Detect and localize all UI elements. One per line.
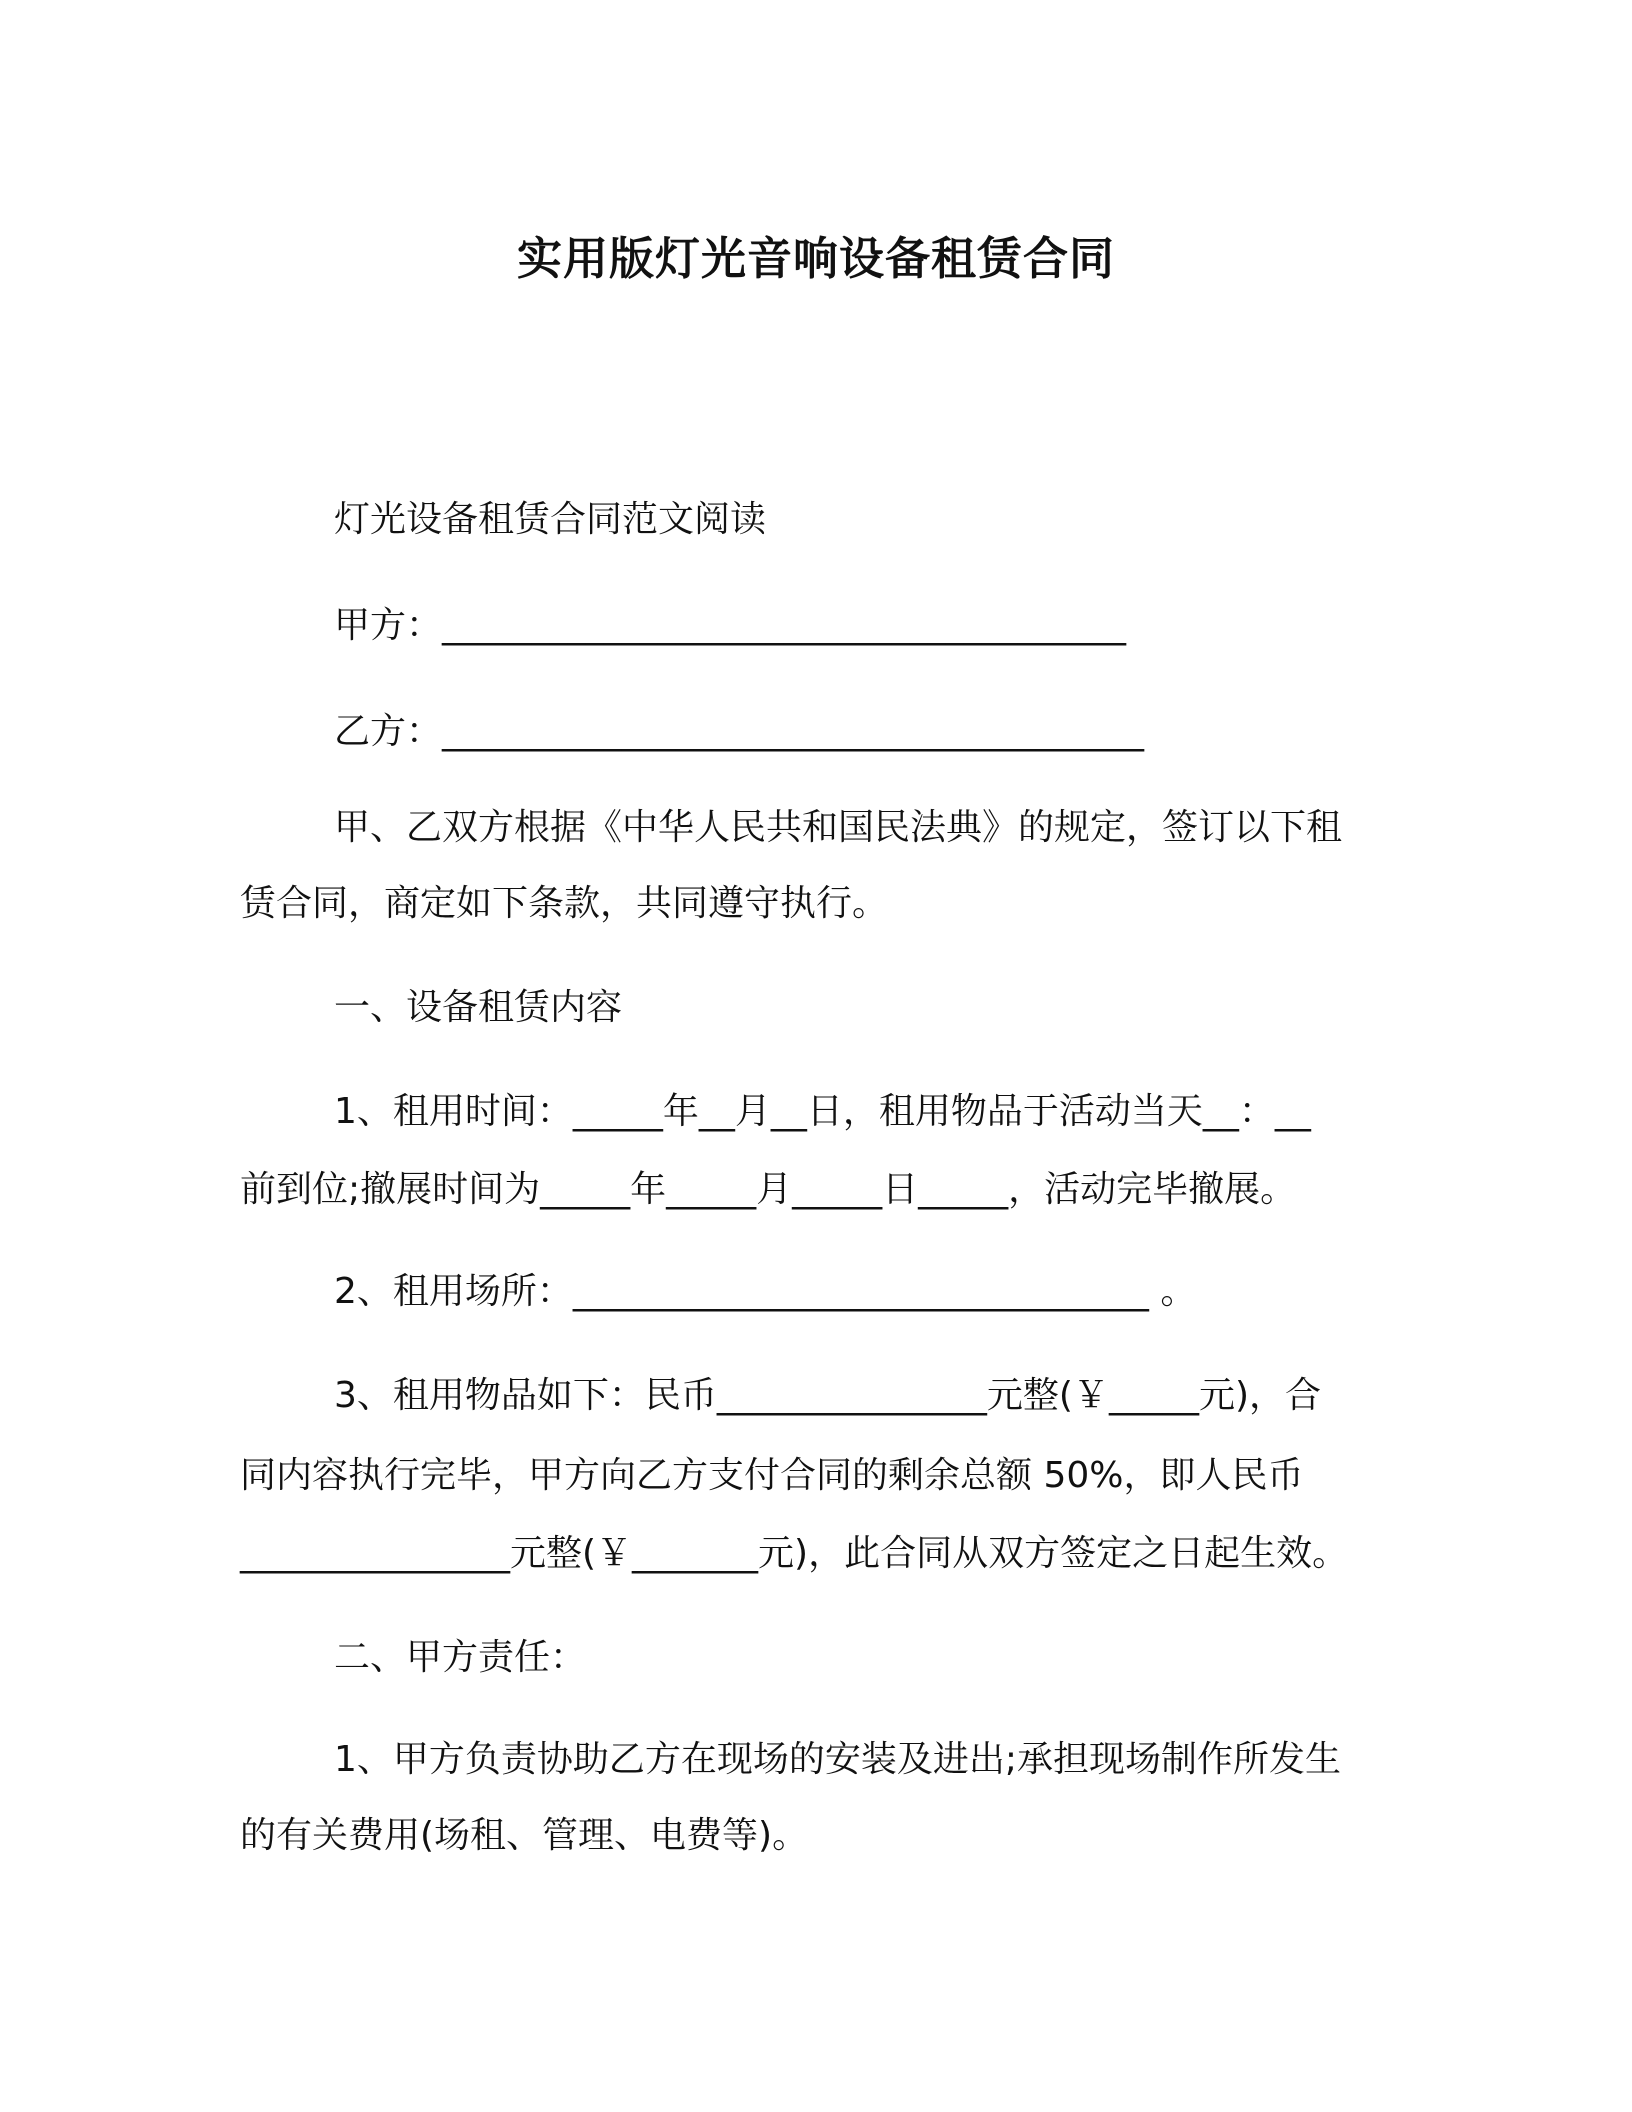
- item-2-1-line-2: 的有关费用(场租、管理、电费等)。: [240, 1815, 809, 1856]
- item-1-1-line-2: 前到位;撤展时间为_____年_____月_____日_____，活动完毕撤展。: [240, 1169, 1297, 1210]
- item-1-3-line-3: _______________元整(￥_______元)，此合同从双方签定之日起生效。: [240, 1533, 1349, 1574]
- document-subtitle: 灯光设备租赁合同范文阅读: [334, 499, 767, 540]
- document-title: 实用版灯光音响设备租赁合同: [516, 232, 1115, 285]
- intro-line-1: 甲、乙双方根据《中华人民共和国民法典》的规定，签订以下租: [334, 807, 1343, 848]
- item-1-1-line-1: 1、租用时间：_____年__月__日，租用物品于活动当天__：__: [334, 1091, 1311, 1132]
- item-1-2-line-1: 2、租用场所：________________________________ 。: [334, 1271, 1197, 1312]
- item-2-1-line-1: 1、甲方负责协助乙方在现场的安装及进出;承担现场制作所发生: [334, 1739, 1342, 1780]
- item-1-3-line-1: 3、租用物品如下：民币_______________元整(￥_____元)，合: [334, 1375, 1321, 1416]
- party-a-line: 甲方：______________________________________: [334, 605, 1127, 646]
- section-1-heading: 一、设备租赁内容: [334, 987, 623, 1028]
- section-2-heading: 二、甲方责任：: [334, 1637, 587, 1678]
- party-b-line: 乙方：_______________________________________: [334, 711, 1145, 752]
- intro-line-2: 赁合同，商定如下条款，共同遵守执行。: [240, 883, 889, 924]
- item-1-3-line-2: 同内容执行完毕，甲方向乙方支付合同的剩余总额 50%，即人民币: [240, 1455, 1304, 1496]
